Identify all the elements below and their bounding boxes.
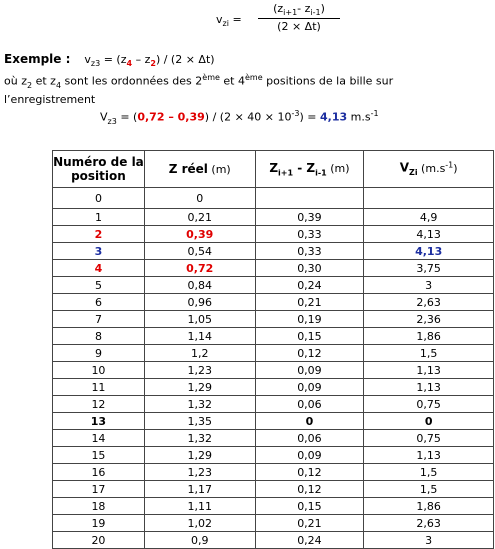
formula-lhs: $v_{zi}$ = xyxy=(216,13,242,29)
table-row xyxy=(53,532,494,549)
cell-position: 9 xyxy=(53,345,145,362)
cell-velocity: 3,75 xyxy=(364,260,494,277)
cell-velocity: 3 xyxy=(364,532,494,549)
cell-z-reel: 1,2 xyxy=(144,345,255,362)
example-line-1: Exemple : $v_{z3} = (z_4 - z_2) / (2 \times \Delta t)$ xyxy=(4,52,215,69)
cell-position: 0 xyxy=(53,188,145,209)
header-delta-z: $Z_{i+1} - Z_{i-1}$ (m) xyxy=(255,151,364,188)
velocity-table xyxy=(52,150,494,549)
cell-position: 19 xyxy=(53,515,145,532)
table-row xyxy=(53,515,494,532)
cell-velocity: 4,13 xyxy=(364,226,494,243)
cell-z-reel: 0 xyxy=(144,188,255,209)
cell-delta-z: 0,09 xyxy=(255,447,364,464)
cell-delta-z: 0,06 xyxy=(255,396,364,413)
formula-numerator: ($z_{i+1}-$ $z_{i-1}$) xyxy=(258,2,340,19)
table-row xyxy=(53,294,494,311)
cell-position: 14 xyxy=(53,430,145,447)
cell-z-reel: 1,02 xyxy=(144,515,255,532)
cell-z-reel: 0,39 xyxy=(144,226,255,243)
cell-position: 6 xyxy=(53,294,145,311)
cell-z-reel: 1,35 xyxy=(144,413,255,430)
cell-delta-z: 0,24 xyxy=(255,532,364,549)
table-row xyxy=(53,209,494,226)
table-row xyxy=(53,413,494,430)
cell-position: 8 xyxy=(53,328,145,345)
table-row xyxy=(53,311,494,328)
table-row xyxy=(53,226,494,243)
cell-position: 17 xyxy=(53,481,145,498)
cell-z-reel: 0,72 xyxy=(144,260,255,277)
cell-velocity: 4,9 xyxy=(364,209,494,226)
cell-position: 1 xyxy=(53,209,145,226)
table-row xyxy=(53,396,494,413)
table-row xyxy=(53,430,494,447)
table-row xyxy=(53,243,494,260)
cell-velocity: 1,86 xyxy=(364,498,494,515)
cell-z-reel: 1,14 xyxy=(144,328,255,345)
cell-delta-z: 0 xyxy=(255,413,364,430)
cell-z-reel: 1,32 xyxy=(144,430,255,447)
cell-velocity: 1,13 xyxy=(364,447,494,464)
cell-velocity: 0,75 xyxy=(364,430,494,447)
cell-z-reel: 0,21 xyxy=(144,209,255,226)
cell-position: 4 xyxy=(53,260,145,277)
cell-delta-z: 0,12 xyxy=(255,481,364,498)
cell-z-reel: 0,54 xyxy=(144,243,255,260)
cell-z-reel: 1,17 xyxy=(144,481,255,498)
table-row xyxy=(53,328,494,345)
cell-z-reel: 0,84 xyxy=(144,277,255,294)
header-z-reel: Z réel (m) xyxy=(144,151,255,188)
example-line-4: $V_{z3} = (0,72 - 0,39) / (2 \times 40 \times 10^{-3}) = 4,13$ $m.s^{-1}$ xyxy=(100,109,379,126)
cell-delta-z: 0,15 xyxy=(255,328,364,345)
header-velocity: $V_{Zi}$ $(m.s^{-1})$ xyxy=(364,151,494,188)
value-z2: 0,39 xyxy=(177,110,205,124)
cell-position: 11 xyxy=(53,379,145,396)
cell-delta-z: 0,21 xyxy=(255,515,364,532)
cell-z-reel: 0,9 xyxy=(144,532,255,549)
cell-z-reel: 0,96 xyxy=(144,294,255,311)
example-line-2: où $z_2$ et $z_4$ sont les ordonnées des 2ème et 4ème positions de la bille sur xyxy=(4,73,394,91)
cell-velocity: 2,63 xyxy=(364,294,494,311)
cell-velocity: 1,86 xyxy=(364,328,494,345)
cell-velocity: 1,5 xyxy=(364,464,494,481)
cell-position: 13 xyxy=(53,413,145,430)
cell-z-reel: 1,05 xyxy=(144,311,255,328)
cell-velocity: 1,5 xyxy=(364,345,494,362)
cell-z-reel: 1,32 xyxy=(144,396,255,413)
cell-delta-z: 0,33 xyxy=(255,243,364,260)
example-block xyxy=(4,52,492,129)
cell-delta-z: 0,19 xyxy=(255,311,364,328)
formula-fraction xyxy=(258,2,340,33)
table-row xyxy=(53,362,494,379)
cell-velocity: 2,63 xyxy=(364,515,494,532)
header-position: Numéro de la position xyxy=(53,151,145,188)
example-line-3: l’enregistrement xyxy=(4,93,96,107)
result-value: 4,13 xyxy=(320,110,348,124)
cell-delta-z: 0,30 xyxy=(255,260,364,277)
example-label: Exemple : xyxy=(4,52,71,66)
cell-velocity xyxy=(364,188,494,209)
cell-delta-z: 0,09 xyxy=(255,362,364,379)
cell-position: 10 xyxy=(53,362,145,379)
cell-delta-z: 0,24 xyxy=(255,277,364,294)
cell-position: 2 xyxy=(53,226,145,243)
table-header-row xyxy=(53,151,494,188)
table-row xyxy=(53,498,494,515)
cell-position: 20 xyxy=(53,532,145,549)
formula-denominator: (2 × Δt) xyxy=(277,20,321,34)
cell-delta-z: 0,39 xyxy=(255,209,364,226)
cell-velocity: 1,13 xyxy=(364,379,494,396)
cell-z-reel: 1,29 xyxy=(144,379,255,396)
table-row xyxy=(53,481,494,498)
cell-position: 16 xyxy=(53,464,145,481)
cell-z-reel: 1,11 xyxy=(144,498,255,515)
cell-delta-z: 0,06 xyxy=(255,430,364,447)
cell-position: 5 xyxy=(53,277,145,294)
cell-delta-z xyxy=(255,188,364,209)
table-row xyxy=(53,447,494,464)
table-row xyxy=(53,260,494,277)
cell-position: 18 xyxy=(53,498,145,515)
table-row xyxy=(53,379,494,396)
cell-z-reel: 1,29 xyxy=(144,447,255,464)
cell-position: 3 xyxy=(53,243,145,260)
cell-z-reel: 1,23 xyxy=(144,362,255,379)
cell-position: 15 xyxy=(53,447,145,464)
cell-position: 7 xyxy=(53,311,145,328)
cell-velocity: 0 xyxy=(364,413,494,430)
cell-velocity: 4,13 xyxy=(364,243,494,260)
table-row xyxy=(53,345,494,362)
cell-delta-z: 0,15 xyxy=(255,498,364,515)
cell-delta-z: 0,12 xyxy=(255,464,364,481)
cell-delta-z: 0,09 xyxy=(255,379,364,396)
cell-delta-z: 0,33 xyxy=(255,226,364,243)
cell-position: 12 xyxy=(53,396,145,413)
value-z4: 0,72 xyxy=(137,110,165,124)
cell-delta-z: 0,21 xyxy=(255,294,364,311)
table-row xyxy=(53,188,494,209)
cell-velocity: 3 xyxy=(364,277,494,294)
cell-delta-z: 0,12 xyxy=(255,345,364,362)
cell-velocity: 2,36 xyxy=(364,311,494,328)
cell-velocity: 1,13 xyxy=(364,362,494,379)
cell-z-reel: 1,23 xyxy=(144,464,255,481)
table-row xyxy=(53,464,494,481)
table-row xyxy=(53,277,494,294)
cell-velocity: 1,5 xyxy=(364,481,494,498)
cell-velocity: 0,75 xyxy=(364,396,494,413)
